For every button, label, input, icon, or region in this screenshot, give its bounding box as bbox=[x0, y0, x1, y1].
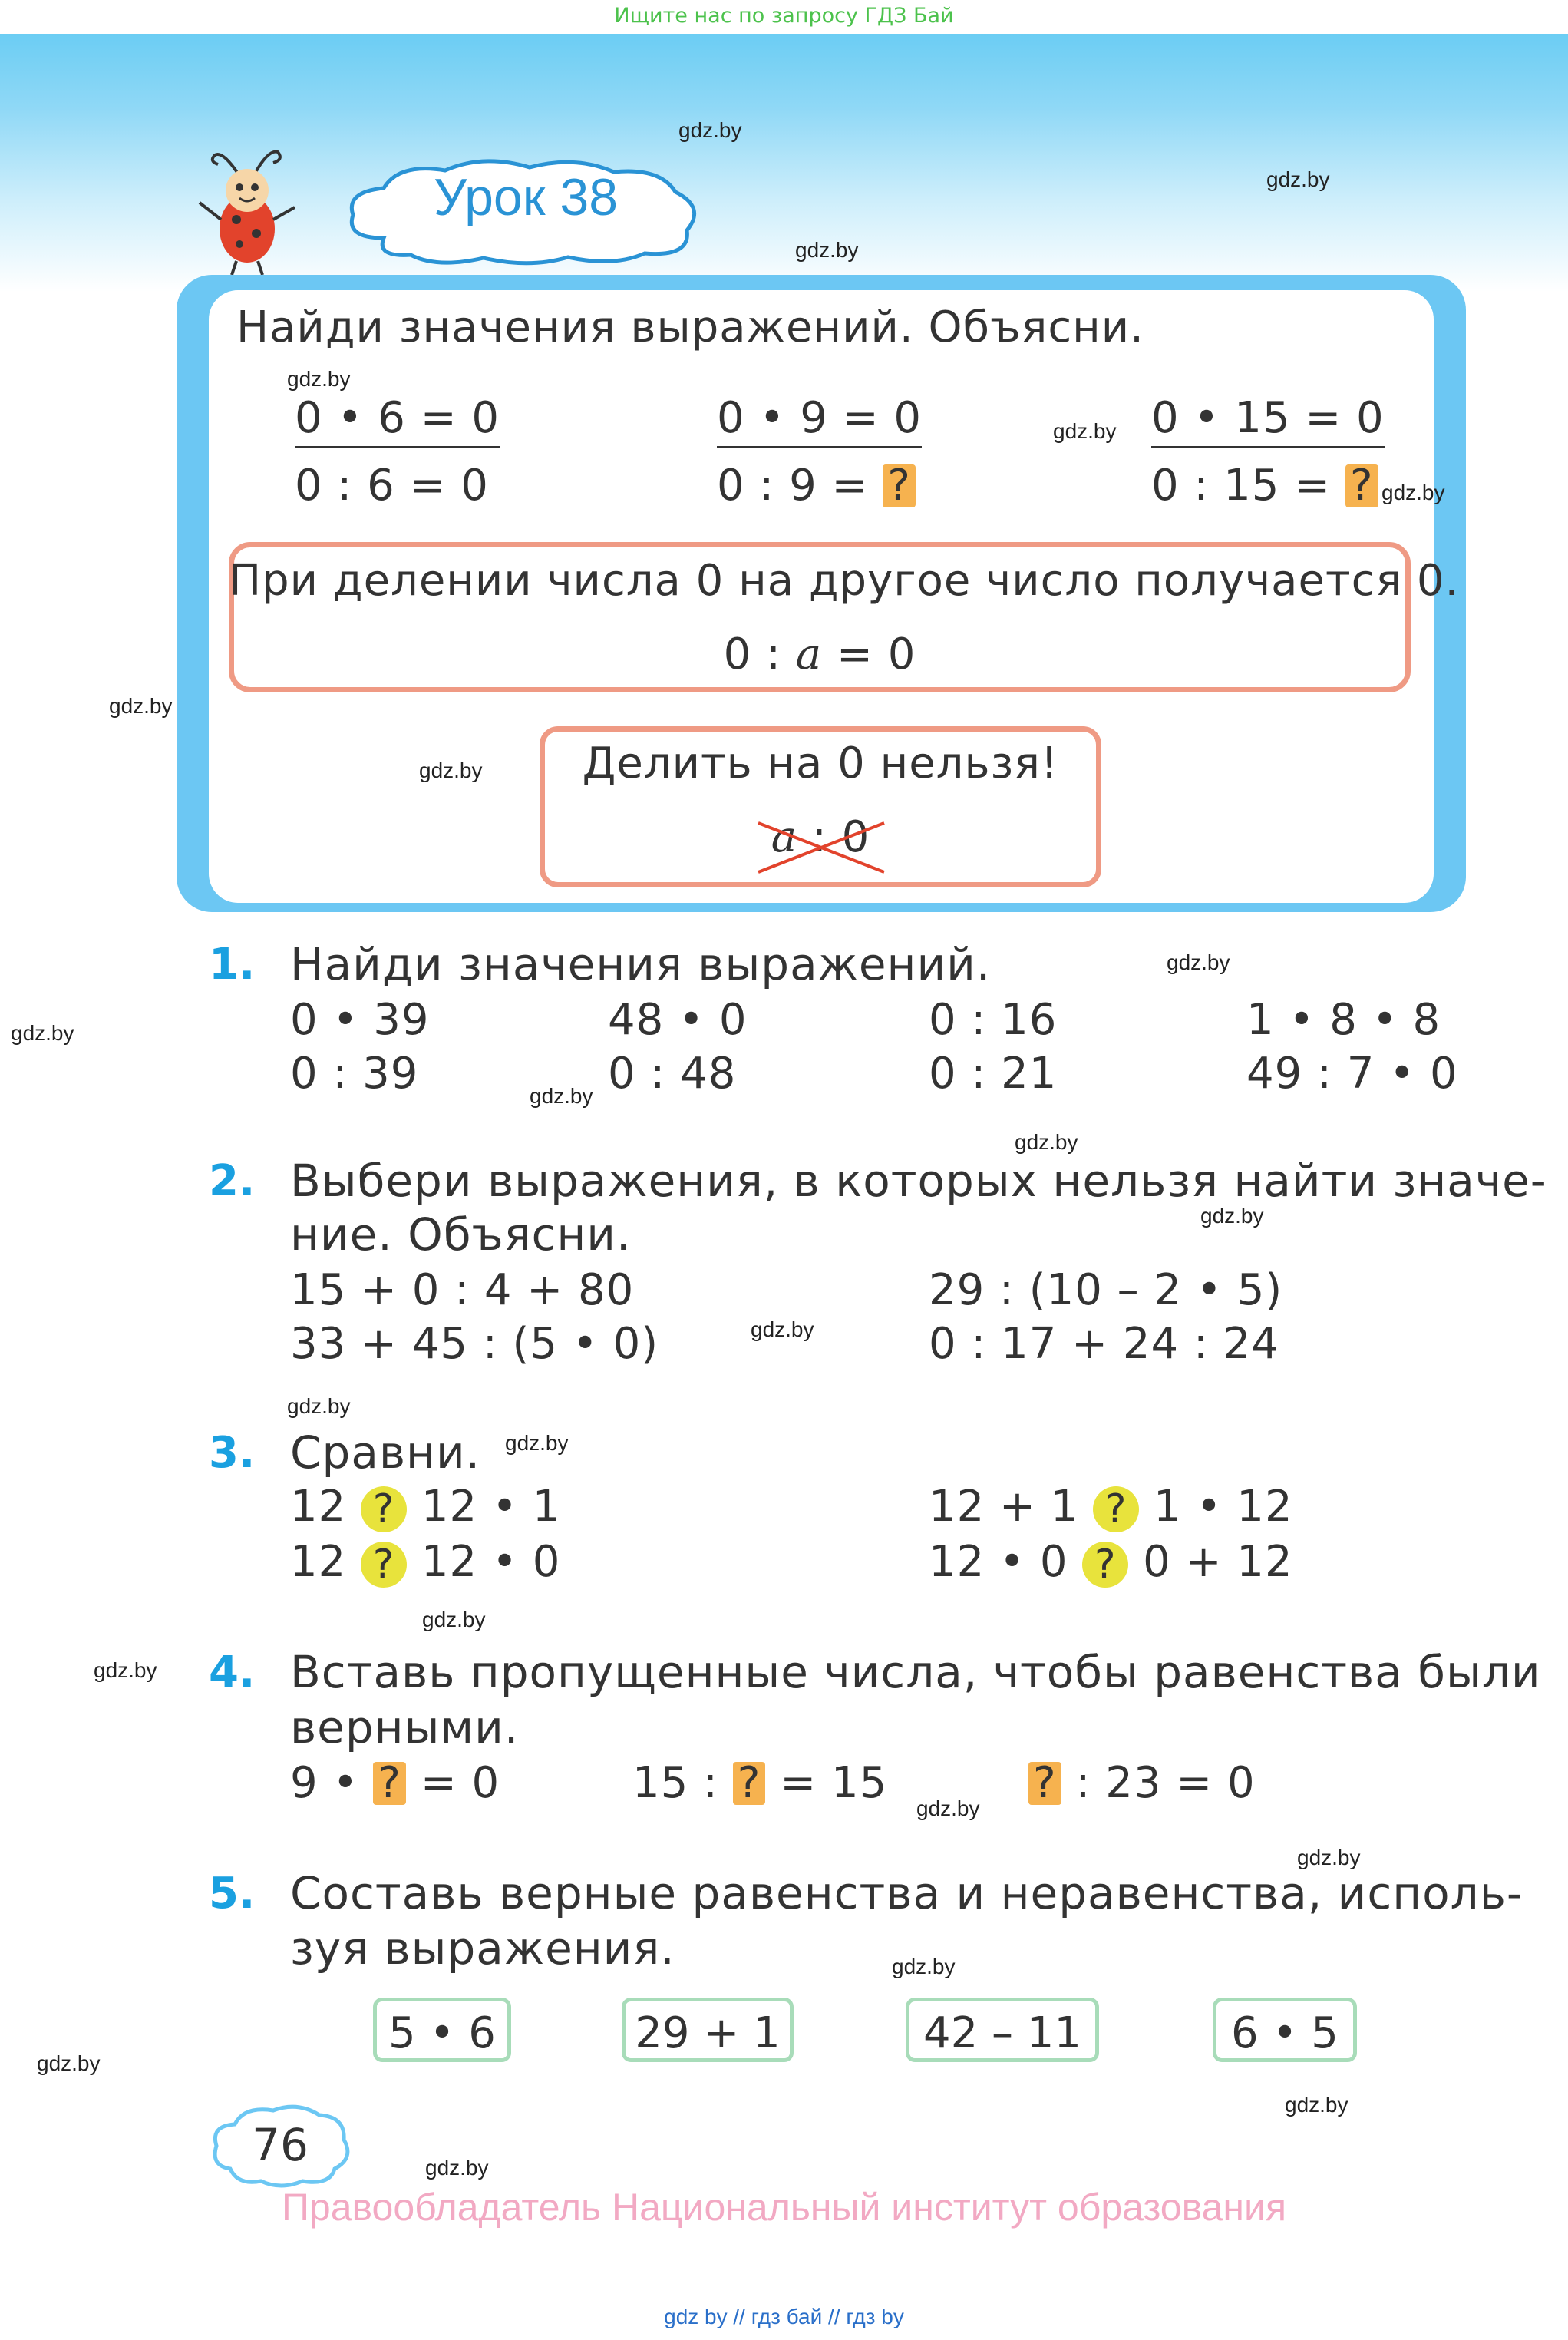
watermark: gdz.by bbox=[678, 118, 742, 142]
task4-expr2-b: = 15 bbox=[780, 1758, 888, 1808]
task2-number: 2. bbox=[209, 1156, 256, 1206]
expression-chip: 6 • 5 bbox=[1213, 1998, 1357, 2062]
lesson-title: Урок 38 bbox=[433, 168, 619, 226]
compare-left: 12 bbox=[290, 1482, 347, 1532]
watermark: gdz.by bbox=[1266, 167, 1330, 191]
question-box: ? bbox=[1345, 464, 1378, 507]
theory-col2-div: 0 : 9 = bbox=[717, 461, 869, 511]
crossed-out-icon bbox=[752, 817, 890, 878]
watermark: gdz.by bbox=[892, 1955, 956, 1978]
expression-chip: 42 – 11 bbox=[906, 1998, 1099, 2062]
task1-expr: 1 • 8 • 8 bbox=[1246, 995, 1441, 1045]
missing-number-box: ? bbox=[1028, 1762, 1061, 1805]
watermark: gdz.by bbox=[1015, 1130, 1078, 1154]
task1-number: 1. bbox=[209, 940, 256, 990]
task1-expr: 0 : 21 bbox=[929, 1049, 1058, 1099]
compare-right: 0 + 12 bbox=[1143, 1537, 1293, 1587]
compare-left: 12 bbox=[290, 1537, 347, 1587]
compare-left: 12 + 1 bbox=[929, 1482, 1079, 1532]
task5-number: 5. bbox=[209, 1869, 256, 1919]
missing-number-box: ? bbox=[373, 1762, 406, 1805]
task4-expr2-a: 15 : bbox=[632, 1758, 718, 1808]
task3-number: 3. bbox=[209, 1428, 256, 1478]
watermark: gdz.by bbox=[425, 2156, 489, 2180]
watermark: gdz.by bbox=[751, 1317, 814, 1341]
rule2-rest: : 0 bbox=[811, 812, 870, 862]
task4-line2: верными. bbox=[290, 1701, 520, 1753]
watermark: gdz.by bbox=[94, 1658, 157, 1682]
watermark: gdz.by bbox=[1381, 481, 1445, 504]
theory-heading: Найди значения выражений. Объясни. bbox=[236, 302, 1144, 352]
task3-row bbox=[290, 1482, 560, 1532]
compare-question-circle: ? bbox=[361, 1486, 407, 1532]
task1-expr: 49 : 7 • 0 bbox=[1246, 1049, 1458, 1099]
task4-expr1-b: = 0 bbox=[420, 1758, 500, 1808]
theory-col3-div-row bbox=[1151, 461, 1378, 511]
theory-col3-mul: 0 • 15 = 0 bbox=[1151, 393, 1385, 448]
theory-col1-div: 0 : 6 = 0 bbox=[295, 461, 489, 511]
task4-expr2 bbox=[632, 1758, 887, 1808]
watermark: gdz.by bbox=[37, 2051, 101, 2075]
watermark: gdz.by bbox=[109, 694, 173, 718]
task4-expr3 bbox=[1028, 1758, 1256, 1808]
watermark: gdz.by bbox=[11, 1021, 74, 1045]
task1-text: Найди значения выражений. bbox=[290, 938, 992, 990]
watermark: gdz.by bbox=[505, 1431, 569, 1455]
task5-line1: Составь верные равенства и неравенства, исполь- bbox=[290, 1867, 1523, 1919]
task2-expr: 0 : 17 + 24 : 24 bbox=[929, 1319, 1279, 1369]
compare-right: 12 • 1 bbox=[421, 1482, 561, 1532]
rule2-text: Делить на 0 нельзя! bbox=[582, 739, 1059, 788]
task2-line1: Выбери выражения, в которых нельзя найти значе- bbox=[290, 1155, 1547, 1207]
expression-chip: 5 • 6 bbox=[373, 1998, 511, 2062]
compare-question-circle: ? bbox=[361, 1542, 407, 1588]
rule1-formula-var: a bbox=[795, 630, 823, 679]
rule1-text: При делении числа 0 на другое число получается 0. bbox=[229, 556, 1460, 606]
task4-expr1 bbox=[290, 1758, 500, 1808]
missing-number-box: ? bbox=[733, 1762, 766, 1805]
task4-number: 4. bbox=[209, 1648, 256, 1697]
compare-question-circle: ? bbox=[1082, 1542, 1128, 1588]
theory-col1-mul: 0 • 6 = 0 bbox=[295, 393, 500, 448]
watermark: gdz.by bbox=[1297, 1846, 1361, 1869]
watermark: gdz.by bbox=[1285, 2093, 1348, 2117]
rule1-formula bbox=[229, 630, 1411, 679]
task1-expr: 0 : 39 bbox=[290, 1049, 419, 1099]
compare-right: 1 • 12 bbox=[1154, 1482, 1293, 1532]
rule2-var: a bbox=[771, 812, 798, 862]
task2-expr: 15 + 0 : 4 + 80 bbox=[290, 1265, 635, 1315]
compare-question-circle: ? bbox=[1093, 1486, 1139, 1532]
task1-expr: 0 : 48 bbox=[608, 1049, 737, 1099]
task4-expr1-a: 9 • bbox=[290, 1758, 359, 1808]
copyright: Правообладатель Национальный институт образования bbox=[281, 2186, 1287, 2229]
rule1-formula-b: = 0 bbox=[836, 630, 916, 679]
task1-expr: 0 • 39 bbox=[290, 995, 430, 1045]
watermark: gdz.by bbox=[530, 1084, 593, 1108]
task4-expr3-b: : 23 = 0 bbox=[1075, 1758, 1256, 1808]
watermark: gdz.by bbox=[1167, 950, 1230, 974]
watermark: gdz.by bbox=[287, 367, 351, 391]
watermark: gdz.by bbox=[916, 1796, 980, 1820]
task2-line2: ние. Объясни. bbox=[290, 1208, 632, 1261]
task3-text: Сравни. bbox=[290, 1426, 481, 1479]
compare-right: 12 • 0 bbox=[421, 1537, 561, 1587]
watermark: gdz.by bbox=[287, 1394, 351, 1418]
task2-expr: 29 : (10 – 2 • 5) bbox=[929, 1265, 1283, 1315]
watermark: gdz.by bbox=[1053, 419, 1117, 443]
theory-col2-div-row bbox=[717, 461, 916, 511]
watermark: gdz.by bbox=[1200, 1204, 1264, 1228]
task3-row bbox=[290, 1537, 560, 1588]
top-banner[interactable]: Ищите нас по запросу ГДЗ Бай bbox=[0, 0, 1568, 34]
task2-expr: 33 + 45 : (5 • 0) bbox=[290, 1319, 659, 1369]
page-number: 76 bbox=[252, 2119, 309, 2171]
task3-row bbox=[929, 1482, 1293, 1532]
question-box: ? bbox=[883, 464, 916, 507]
compare-left: 12 • 0 bbox=[929, 1537, 1068, 1587]
expression-chip: 29 + 1 bbox=[622, 1998, 794, 2062]
theory-col3-div: 0 : 15 = bbox=[1151, 461, 1332, 511]
watermark: gdz.by bbox=[422, 1608, 486, 1631]
task1-expr: 48 • 0 bbox=[608, 995, 748, 1045]
watermark: gdz.by bbox=[795, 238, 859, 262]
task1-expr: 0 : 16 bbox=[929, 995, 1058, 1045]
theory-col2-mul: 0 • 9 = 0 bbox=[717, 393, 922, 448]
rule1-formula-a: 0 : bbox=[723, 630, 781, 679]
watermark: gdz.by bbox=[419, 759, 483, 782]
task4-line1: Вставь пропущенные числа, чтобы равенства были bbox=[290, 1646, 1541, 1698]
task5-line2: зуя выражения. bbox=[290, 1922, 675, 1975]
footer-links[interactable]: gdz by // гдз бай // гдз by bbox=[664, 2305, 904, 2328]
ladybug-mascot-icon bbox=[192, 143, 299, 281]
task3-row bbox=[929, 1537, 1293, 1588]
